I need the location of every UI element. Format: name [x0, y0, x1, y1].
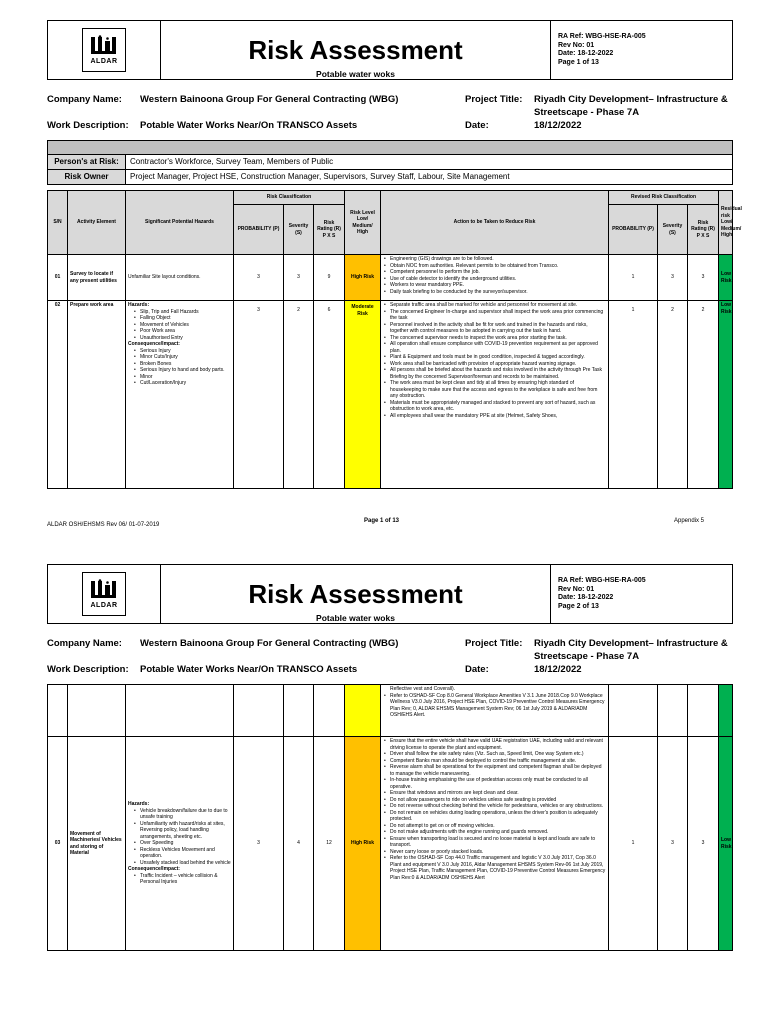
table-row — [48, 255, 733, 301]
consequence-item: • Serious Injury — [134, 348, 231, 355]
page-number: Page 1 of 13 — [558, 58, 599, 66]
project-value-line1: Riyadh City Development– Infrastructure & — [534, 94, 728, 105]
col-revised-risk-rating: Risk Rating (R) P X S — [688, 205, 719, 255]
consequence-item: • Minor Cuts/Injury — [134, 354, 231, 361]
company-label: Company Name: — [47, 638, 122, 649]
row-actions — [381, 301, 609, 489]
action-item: • All persons shall be briefed about the hazards and risks involved in the activity through Pre Task Briefing by the concerned Supervisor/foreman and records to be maintained. — [383, 367, 606, 380]
row-revised-probability: 1 — [609, 737, 658, 951]
risk-owner-row — [48, 170, 733, 185]
company-value: Western Bainoona Group For General Contracting (WBG) — [140, 94, 399, 105]
col-risk-rating: Risk Rating (R) P X S — [314, 205, 345, 255]
hazard-item: • Reckless Vehicles Movement and operation. — [134, 847, 231, 860]
row-actions — [381, 737, 609, 951]
row-activity: Prepare work area — [68, 301, 126, 489]
action-item: • Ensure that windows and mirrors are kept clean and clear. — [383, 790, 606, 797]
action-item: • Do not make adjustments with the engine running and guards removed. — [383, 829, 606, 836]
action-item: • Ensure when transporting load is secured and no loose material is kept and loads are safe to transport. — [383, 836, 606, 849]
row-actions — [381, 685, 609, 737]
consequence-item: • Minor — [134, 374, 231, 381]
logo-text: ALDAR — [90, 58, 118, 65]
title-cell — [161, 21, 551, 79]
row-risk-level: High Risk — [345, 255, 381, 301]
project-label: Project Title: — [465, 94, 523, 105]
document-header — [47, 564, 733, 624]
document-header — [47, 20, 733, 80]
action-item: • Ensure that the entire vehicle shall have valid UAE registration UAE, including valid and relevant driving license to operate the plant and equipment. — [383, 738, 606, 751]
consequence-item: • Traffic Incident – vehicle collision & Personal Injuries — [134, 873, 231, 886]
action-item: • Obtain NOC from authorities. Relevant permits to be obtained from Transco. — [383, 263, 606, 270]
row-revised-rating: 2 — [688, 301, 719, 489]
hazard-item: • Poor Work area — [134, 328, 231, 335]
ra-ref: RA Ref: WBG-HSE-RA-005 — [558, 577, 646, 584]
row-hazard — [126, 301, 234, 489]
row-sn: 01 — [48, 255, 68, 301]
action-item: • Do not remain on vehicles during loading operations, unless the driver's position is adequately protected. — [383, 810, 606, 823]
col-revised-severity: Severity (S) — [658, 205, 688, 255]
row-probability: 3 — [234, 255, 284, 301]
action-item: • Workers to wear mandatory PPE. — [383, 282, 606, 289]
aldar-logo-icon — [89, 35, 119, 57]
date-label: Date: — [465, 120, 489, 131]
action-item: • The concerned supervisor needs to inspect the work area prior starting the task. — [383, 335, 606, 342]
hazard-item: • Vehicle breakdown/failure due to due to unsafe training — [134, 808, 231, 821]
hazard-item: • Unsafely stacked load behind the vehicle — [134, 860, 231, 867]
risk-owner-value: Project Manager, Project HSE, Construction Manager, Supervisors, Survey Staff, Labour, Site Management — [126, 170, 733, 185]
risk-owner-label: Risk Owner — [48, 170, 126, 185]
hazard-item: • Over Speeding — [134, 840, 231, 847]
table-row — [48, 737, 733, 951]
ra-ref: RA Ref: WBG-HSE-RA-005 — [558, 33, 646, 40]
work-label: Work Description: — [47, 664, 129, 675]
row-severity: 3 — [284, 255, 314, 301]
rev-no: Rev No: 01 — [558, 585, 595, 593]
row-risk-rating: 6 — [314, 301, 345, 489]
aldar-logo — [82, 572, 126, 616]
col-sn: S/N — [48, 191, 68, 255]
risk-table-page1 — [47, 190, 742, 489]
action-continuation: Reflective vest and Coverall). — [390, 686, 456, 692]
row-revised-rating: 3 — [688, 255, 719, 301]
consequence-title: Consequence/Impact: — [128, 341, 180, 347]
row-revised-probability: 1 — [609, 255, 658, 301]
project-value-line2: Streetscape - Phase 7A — [534, 651, 640, 662]
company-label: Company Name: — [47, 94, 122, 105]
consequence-item: • Broken Bones — [134, 361, 231, 368]
col-hazards: Significant Potential Hazards — [126, 191, 234, 255]
col-severity: Severity (S) — [284, 205, 314, 255]
row-hazard — [126, 737, 234, 951]
date-value: 18/12/2022 — [534, 664, 582, 675]
hazards-title: Hazards: — [128, 801, 150, 808]
hazard-item: • Unauthorised Entry — [134, 335, 231, 342]
row-revised-severity: 3 — [658, 255, 688, 301]
row-sn: 03 — [48, 737, 68, 951]
action-item: • In-house training emphasising the use of pedestrian access only must be conducted to all operative. — [383, 777, 606, 790]
row-actions — [381, 255, 609, 301]
row-residual-risk: Low Risk — [719, 301, 733, 489]
date-value: 18/12/2022 — [534, 120, 582, 131]
row-sn: 02 — [48, 301, 68, 489]
document-subtitle: Potable water woks — [316, 613, 395, 623]
action-item: • Never carry loose or poorly stacked loads. — [383, 849, 606, 856]
hazards-title: Hazards: — [128, 302, 150, 308]
action-item: • Engineering (GIS) drawings are to be followed. — [383, 256, 606, 263]
col-revised-probability: PROBABILITY (P) — [609, 205, 658, 255]
row-revised-severity: 3 — [658, 737, 688, 951]
col-action: Action to be Taken to Reduce Risk — [381, 191, 609, 255]
date-label: Date: — [465, 664, 489, 675]
action-item: • The work area must be kept clean and tidy at all times by ensuring high standard of housekeeping to make sure that the access and egress to the workplace is safe and free from any obstruction. — [383, 380, 606, 400]
hazard-item: • Movement of Vehicles — [134, 322, 231, 329]
row-revised-probability: 1 — [609, 301, 658, 489]
table-row-continuation — [48, 685, 733, 737]
action-item: • Use of cable detector to identify the underground utilities. — [383, 276, 606, 283]
row-hazard: Unfamiliar Site layout conditions. — [126, 255, 234, 301]
hazard-item: • Slip, Trip and Fall Hazards — [134, 309, 231, 316]
row-revised-severity: 2 — [658, 301, 688, 489]
rev-no: Rev No: 01 — [558, 41, 595, 49]
row-residual-risk: Low Risk — [719, 737, 733, 951]
row-probability: 3 — [234, 737, 284, 951]
action-item: • Reverse alarm shall be operational for the equipment and competent flagman shall be deployed to manage the vehicle maneuvering. — [383, 764, 606, 777]
consequence-item: • Cut/Laceration/Injury — [134, 380, 231, 387]
action-item: • Competent personnel to perform the job. — [383, 269, 606, 276]
footer-appendix: Appendix 5 — [674, 518, 705, 524]
document-title: Risk Assessment — [248, 579, 463, 609]
action-item: • Refer to the OSHAD-SF Cop 44.0 Traffic management and logistic V 3.0 July 2017, Cop 36.0 Plant and equipment V 3.0 July 2016, Aldar Management EHSMS System Rev-06 1st July 2019, Project HSE Plan, Traffic Management Plan, COVID-19 Preventive Control Measures Emergency Plan Rev:0 & ALDAR/ADM OSH/EHS Alert — [383, 855, 606, 881]
action-item: • All operation shall ensure compliance with COVID-19 prevention requirement as per approved plan. — [383, 341, 606, 354]
row-risk-rating: 9 — [314, 255, 345, 301]
aldar-logo-icon — [89, 579, 119, 601]
table-row — [48, 301, 733, 489]
row-severity: 2 — [284, 301, 314, 489]
persons-at-risk-label: Person's at Risk: — [48, 155, 126, 170]
consequence-item: • Serious Injury to hand and body parts. — [134, 367, 231, 374]
action-item: • Do not allow passengers to ride on vehicles unless safe seating is provided — [383, 797, 606, 804]
row-risk-level: High Risk — [345, 737, 381, 951]
row-activity: Movement of Machineries/ Vehicles and storing of Material — [68, 737, 126, 951]
project-value-line1: Riyadh City Development– Infrastructure & — [534, 638, 728, 649]
row-risk-level: Moderate Risk — [345, 301, 381, 489]
row-probability: 3 — [234, 301, 284, 489]
col-risk-classification: Risk Classification — [234, 191, 345, 205]
col-residual-risk: Residual risk Low/ Medium/ High — [719, 191, 733, 255]
col-probability: PROBABILITY (P) — [234, 205, 284, 255]
consequence-title: Consequence/Impact: — [128, 866, 180, 873]
action-item: • All employees shall wear the mandatory PPE at site (Helmet, Safety Shoes, — [383, 413, 606, 420]
work-label: Work Description: — [47, 120, 129, 131]
action-item: • Work area shall be barricaded with provision of appropriate hazard warning signage. — [383, 361, 606, 368]
header-row-1 — [48, 191, 733, 205]
row-risk-rating: 12 — [314, 737, 345, 951]
action-item: • Separate traffic area shall be marked for vehicle and personnel for movement at site. — [383, 302, 606, 309]
action-item: • Personnel involved in the activity shall be fit for work and trained in the hazards and risks, together with control measures to be adopted in carrying out the task in hand. — [383, 322, 606, 335]
reference-cell — [551, 21, 732, 79]
action-item: • Competent Banks man should be deployed to control the traffic management at site. — [383, 758, 606, 765]
grey-separator-row — [48, 141, 733, 155]
action-item: • The concerned Engineer In-charge and supervisor shall inspect the work area prior commencing the task — [383, 309, 606, 322]
aldar-logo — [82, 28, 126, 72]
logo-cell — [48, 565, 161, 623]
ref-date: Date: 18-12-2022 — [558, 594, 614, 601]
action-item: • Do not attempt to get on or off moving vehicles. — [383, 823, 606, 830]
persons-table — [47, 140, 733, 185]
logo-text: ALDAR — [90, 602, 118, 609]
persons-at-risk-value: Contractor's Workforce, Survey Team, Members of Public — [126, 155, 733, 170]
persons-at-risk-row — [48, 155, 733, 170]
document-subtitle: Potable water woks — [316, 69, 395, 79]
logo-cell — [48, 21, 161, 79]
title-cell — [161, 565, 551, 623]
col-revised-classification: Revised Risk Classification — [609, 191, 719, 205]
footer-doc-ref: ALDAR OSH/EHSMS Rev 06/ 01-07-2019 — [47, 522, 160, 528]
row-revised-rating: 3 — [688, 737, 719, 951]
col-risk-level: Risk Level Low/ Medium/ High — [345, 191, 381, 255]
project-value-line2: Streetscape - Phase 7A — [534, 107, 640, 118]
row-activity: Survey to locate if any present utilities — [68, 255, 126, 301]
action-item: • Plant & Equipment and tools must be in good condition, inspected & tagged accordingly. — [383, 354, 606, 361]
action-item: • Materials must be appropriately managed and stacked to prevent any sort of hazard, such as obstruction to work area, etc. — [383, 400, 606, 413]
footer-page-number: Page 1 of 13 — [364, 518, 400, 524]
page-number: Page 2 of 13 — [558, 602, 599, 610]
work-value: Potable Water Works Near/On TRANSCO Assets — [140, 120, 358, 131]
col-activity: Activity Element — [68, 191, 126, 255]
action-item: • Refer to OSHAD-SF Cop 8.0 General Workplace Amenities V 3.1 June 2018.Cop 9.0 Workplace Wellness V3.0 July 2016, Project HSE Plan, COVID-19 Preventive Control Measures Emergency Plan Rev; 0, ALDAR EHSMS Management System Rev; 06 1st July 2019 & ALDAR/ADM OSH/EHS Alert. — [383, 693, 606, 719]
risk-table-page2 — [47, 684, 733, 951]
action-item: • Do not reverse without checking behind the vehicle for pedestrians, vehicles or any obstructions. — [383, 803, 606, 810]
row-severity: 4 — [284, 737, 314, 951]
work-value: Potable Water Works Near/On TRANSCO Assets — [140, 664, 358, 675]
row-residual-risk: Low Risk — [719, 255, 733, 301]
action-item: • Daily task briefing to be conducted by the surveyor/supervisor. — [383, 289, 606, 296]
document-title: Risk Assessment — [248, 35, 463, 65]
company-value: Western Bainoona Group For General Contracting (WBG) — [140, 638, 399, 649]
document-page-2 — [0, 564, 768, 1024]
reference-cell — [551, 565, 732, 623]
action-item: • Driver shall follow the site safety rules (Viz. Such as, Speed limit, One way System etc.) — [383, 751, 606, 758]
ref-date: Date: 18-12-2022 — [558, 50, 614, 57]
hazard-item: • Unfamiliarity with hazard/risks at sites, Reversing policy, load handling arrangements, sheeting etc. — [134, 821, 231, 841]
project-label: Project Title: — [465, 638, 523, 649]
hazard-item: • Falling Object — [134, 315, 231, 322]
